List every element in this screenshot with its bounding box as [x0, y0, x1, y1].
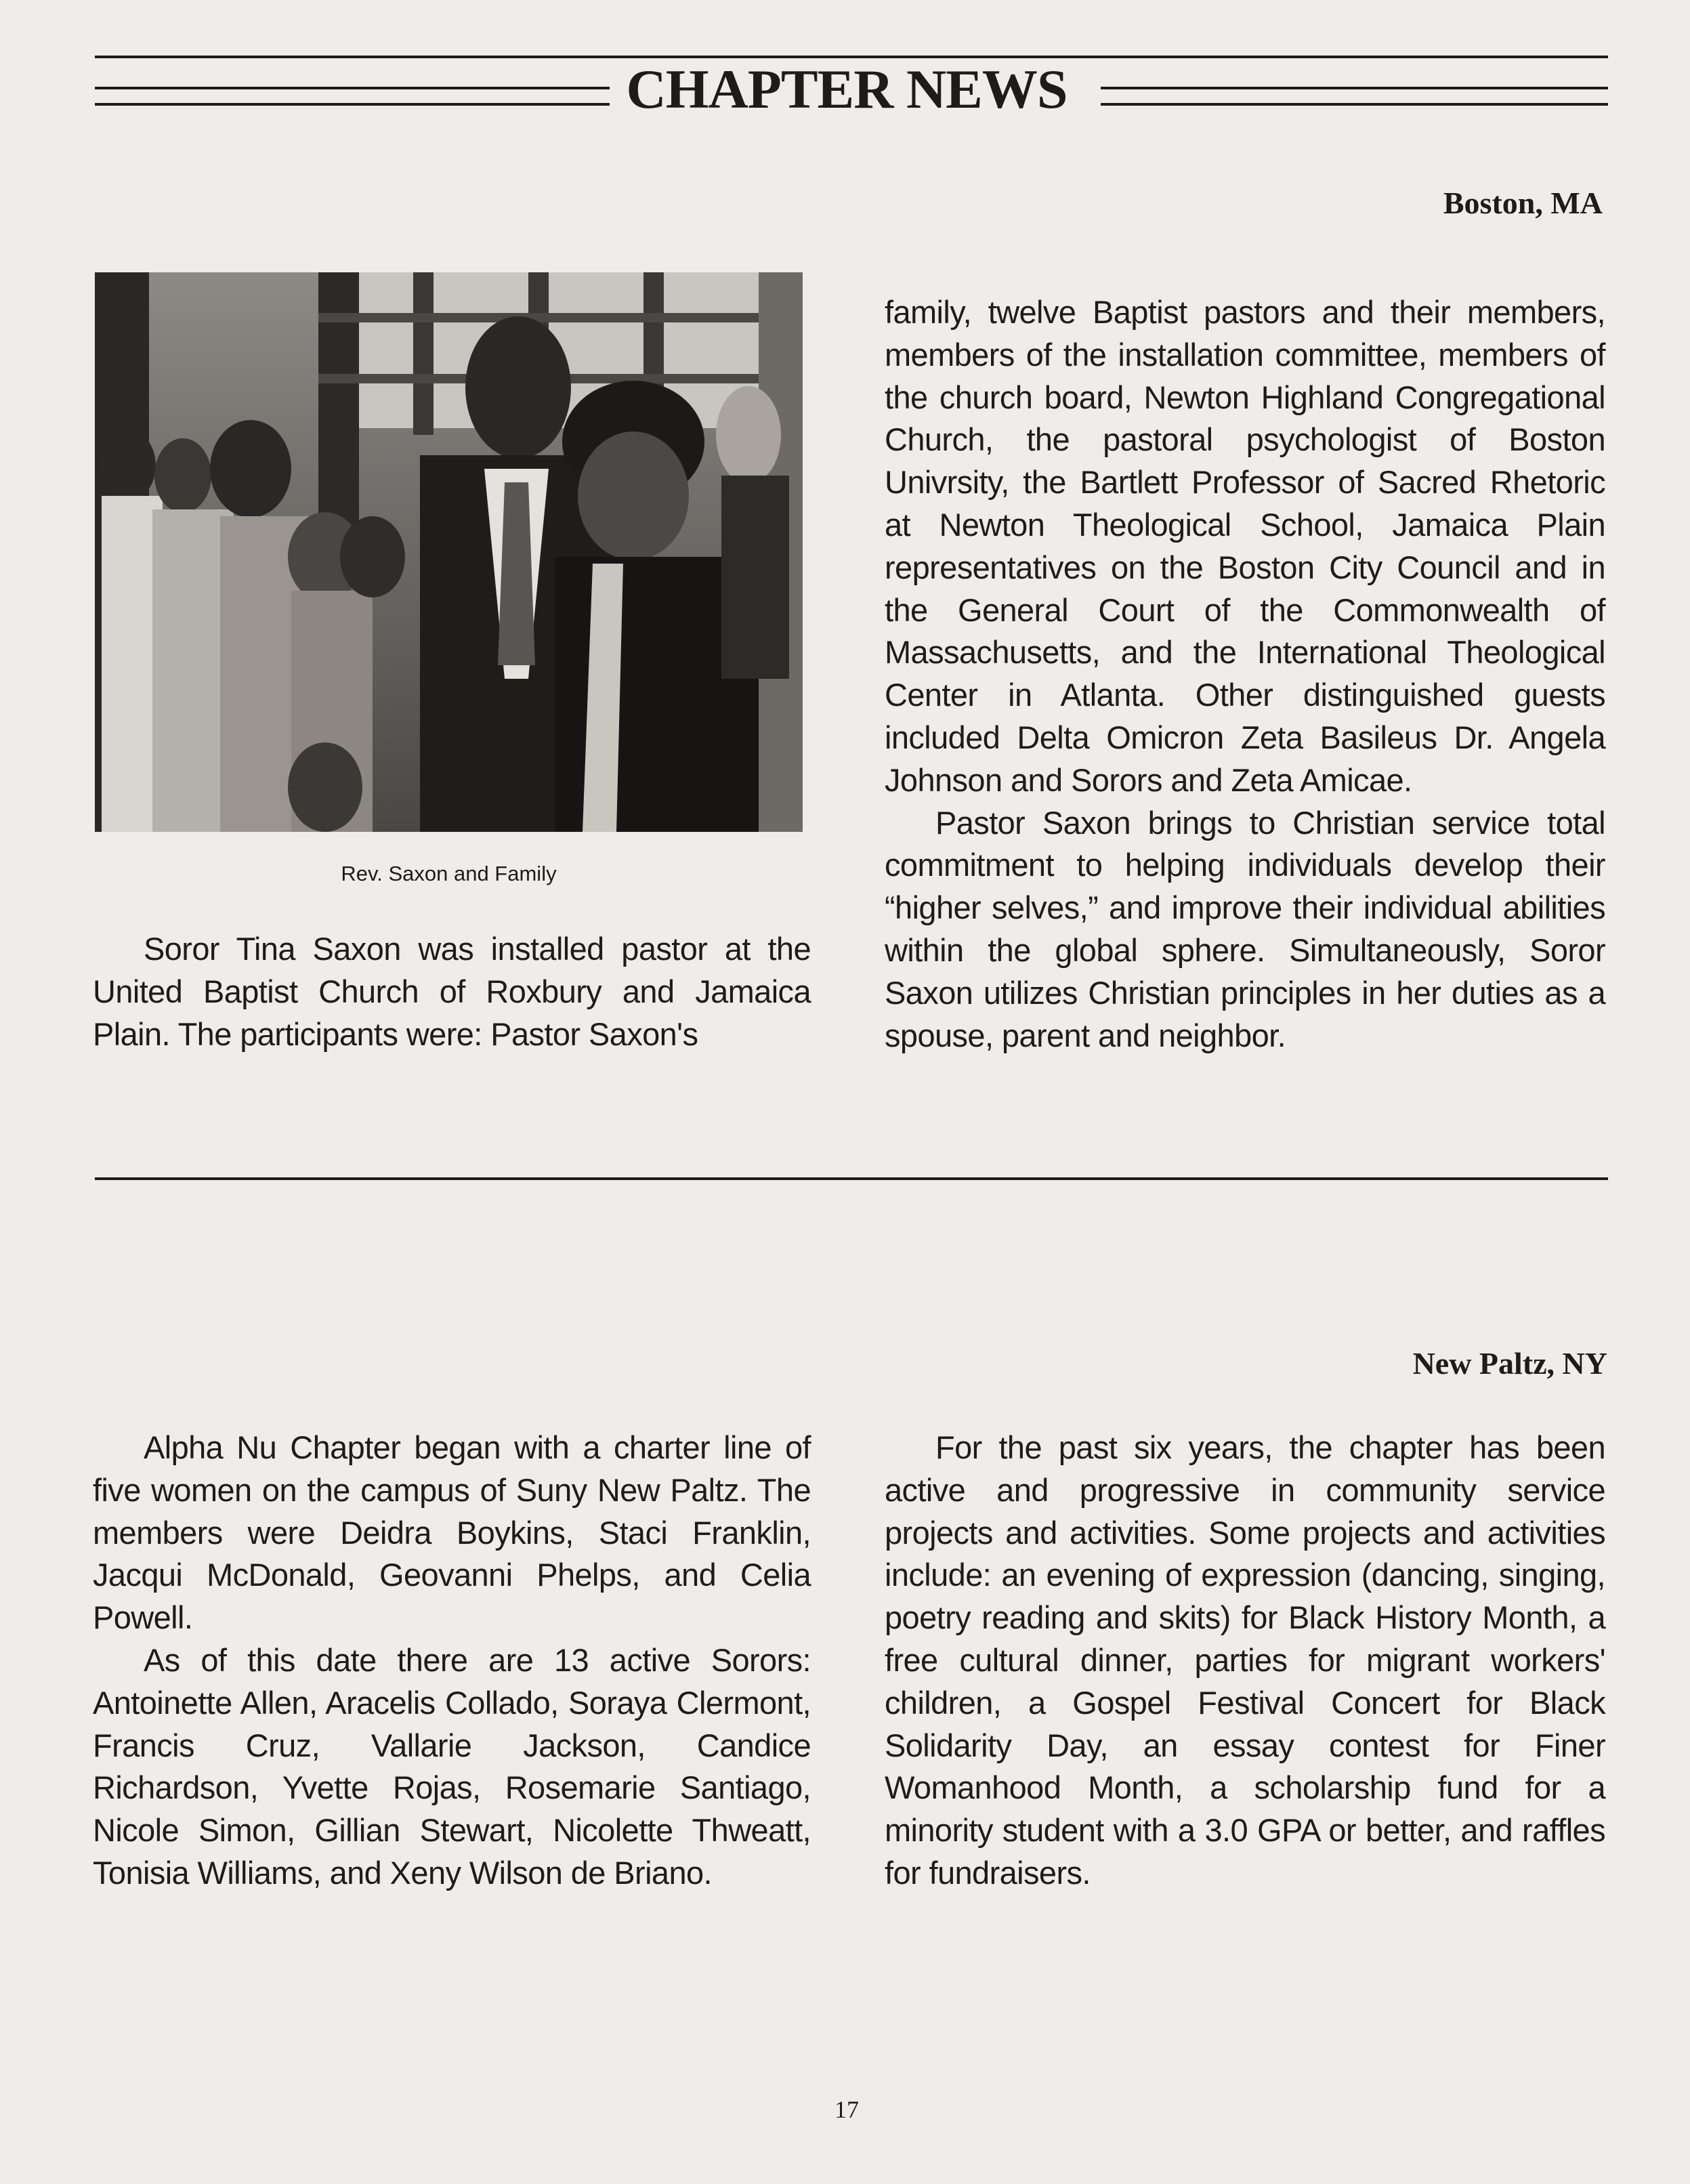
- photo-caption: Rev. Saxon and Family: [341, 862, 557, 885]
- page-number: 17: [835, 2096, 859, 2123]
- page-title: CHAPTER NEWS: [626, 58, 1068, 120]
- section-divider: [95, 1177, 1608, 1180]
- boston-left-paragraph: Soror Tina Saxon was installed pastor at the United Baptist Church of Roxbury and Jamaica Plain. The participants were: Pastor Saxon's: [93, 931, 811, 1052]
- boston-left-column: [93, 928, 811, 1055]
- family-photo-illustration: [95, 272, 803, 832]
- new-paltz-right-column: [885, 1427, 1605, 1895]
- boston-right-column: [885, 291, 1605, 1057]
- section-location-new-paltz: New Paltz, NY: [1412, 1346, 1607, 1381]
- header-rule-left-2: [95, 103, 610, 106]
- photo-rev-saxon-family: [95, 272, 803, 832]
- new-paltz-right-paragraph: For the past six years, the chapter has been active and progressive in community service projects and activities. Some projects and activities include: an evening of expression (dancing, singing, poetry reading and skits) for Black History Month, a free cultural dinner, parties for migrant workers' children, a Gospel Festival Concert for Black Solidarity Day, an essay contest for Finer Womanhood Month, a scholarship fund for a minority student with a 3.0 GPA or better, and raffles for fundraisers.: [885, 1429, 1605, 1891]
- boston-right-paragraph-1: family, twelve Baptist pastors and their members, members of the installation committee, members of the church board, Newton Highland Congregational Church, the pastoral psychologist of Boston Univrsity, the Bartlett Professor of Sacred Rhetoric at Newton Theological School, Jamaica Plain representatives on the Boston City Council and in the General Court of the Commonwealth of Massachusetts, and the International Theological Center in Atlanta. Other distinguished guests included Delta Omicron Zeta Basileus Dr. Angela Johnson and Sorors and Zeta Amicae.: [885, 294, 1605, 798]
- new-paltz-left-paragraph-1: Alpha Nu Chapter began with a charter line of five women on the campus of Suny New Paltz. The members were Deidra Boykins, Staci Franklin, Jacqui McDonald, Geovanni Phelps, and Celia Powell.: [93, 1429, 811, 1636]
- header-rule-right-2: [1101, 103, 1608, 106]
- new-paltz-left-paragraph-2: As of this date there are 13 active Sorors: Antoinette Allen, Aracelis Collado, Soraya Clermont, Francis Cruz, Vallarie Jackson, Candice Richardson, Yvette Rojas, Rosemarie Santiago, Nicole Simon, Gillian Stewart, Nicolette Thweatt, Tonisia Williams, and Xeny Wilson de Briano.: [93, 1641, 811, 1891]
- section-location-boston: Boston, MA: [1443, 186, 1603, 220]
- boston-right-paragraph-2: Pastor Saxon brings to Christian service total commitment to helping individuals develop their “higher selves,” and improve their individual abilities within the global sphere. Simultaneously, Soror Saxon utilizes Christian principles in her duties as a spouse, parent and neighbor.: [885, 804, 1605, 1053]
- header-rule-left-1: [95, 87, 610, 89]
- new-paltz-left-column: [93, 1427, 811, 1895]
- header-rule-right-1: [1101, 87, 1608, 89]
